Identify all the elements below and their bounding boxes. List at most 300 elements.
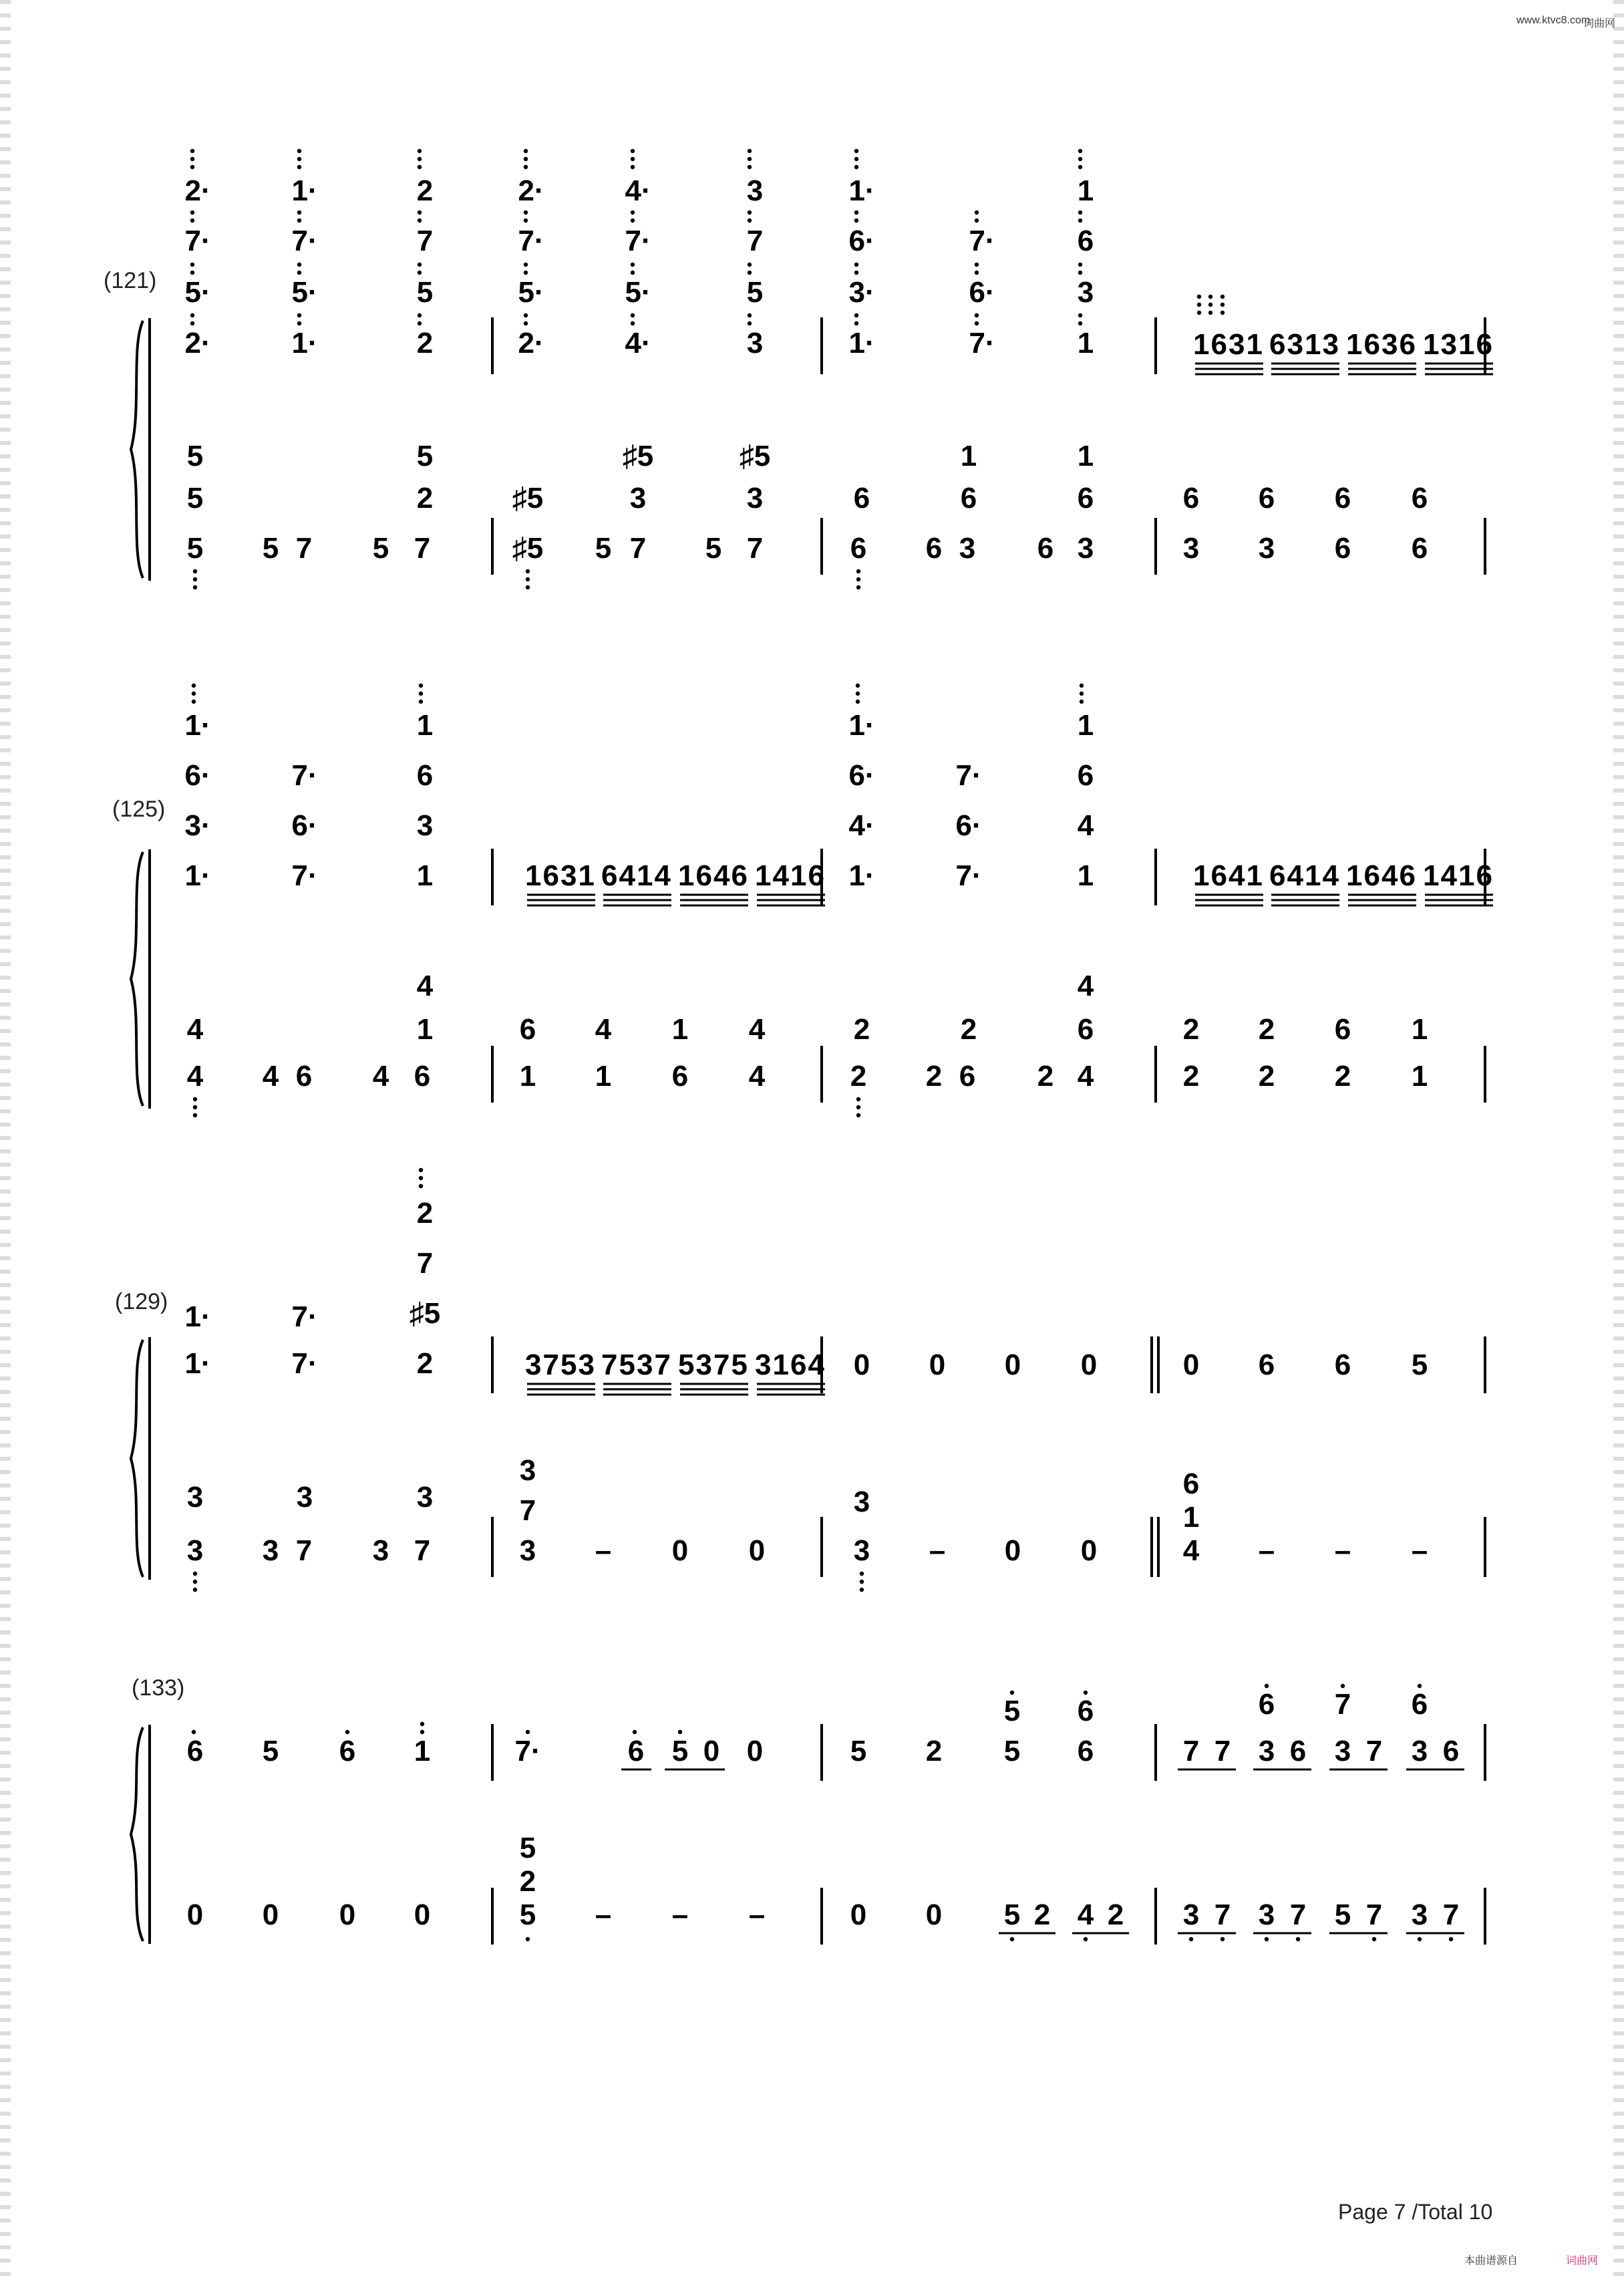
bass-note: 5: [372, 532, 389, 565]
chord-note: 2·: [518, 174, 544, 207]
bass-note: –: [595, 1898, 612, 1931]
chord-note: 2·: [184, 174, 211, 207]
octave-dot: [1265, 1684, 1269, 1688]
chord-note: 5: [746, 276, 764, 309]
melody-note: 2: [416, 327, 434, 360]
octave-dot: [419, 684, 423, 688]
bass-chord-note: 2: [853, 1013, 870, 1046]
melody-note: 3: [1258, 1735, 1275, 1767]
bass-chord-note: 2: [416, 482, 434, 515]
bass-note: 7: [746, 532, 764, 565]
octave-dot: [1080, 700, 1084, 704]
octave-dot: [524, 210, 528, 215]
bass-note: 2: [1258, 1060, 1275, 1093]
bass-note: 0: [850, 1898, 867, 1931]
chord-note: 5·: [518, 276, 544, 309]
octave-dot: [631, 313, 635, 317]
bass-note: 0: [671, 1534, 689, 1567]
melody-note: 1: [1077, 859, 1094, 892]
chord-note: 1: [416, 709, 434, 742]
octave-dot: [748, 157, 752, 161]
melody-note: 7·: [955, 859, 982, 892]
bass-note: 7: [295, 532, 313, 565]
bass-chord-note: ♯5: [739, 440, 771, 472]
bass-note: 6: [925, 532, 943, 565]
octave-dot: [297, 210, 301, 215]
melody-note: 2: [925, 1735, 943, 1767]
bass-note: 1: [519, 1060, 536, 1093]
octave-dot: [1265, 1937, 1269, 1941]
melody-note: 6: [1442, 1735, 1460, 1767]
octave-dot: [748, 219, 752, 223]
melody-note: 3: [1411, 1735, 1428, 1767]
octave-dot: [297, 271, 301, 275]
bass-note: 3: [1182, 532, 1200, 565]
bass-note: 7: [1214, 1898, 1231, 1931]
bass-note: 3: [372, 1534, 389, 1567]
bass-chord-note: 2: [519, 1865, 536, 1898]
bass-note: –: [1334, 1534, 1351, 1567]
bass-chord-note: 3: [853, 1485, 870, 1518]
octave-dot: [631, 157, 635, 161]
octave-dot: [193, 585, 197, 589]
bass-note: 3: [519, 1534, 536, 1567]
melody-note: 1: [416, 859, 434, 892]
chord-note: 6·: [184, 759, 211, 792]
melody-note: 0: [746, 1735, 764, 1767]
chord-note: 4·: [625, 174, 651, 207]
octave-dot: [1197, 303, 1201, 307]
chord-note: 7·: [291, 225, 318, 257]
bass-note: –: [671, 1898, 689, 1931]
octave-dot: [975, 313, 979, 317]
octave-dot: [190, 321, 194, 325]
octave-dot: [193, 577, 197, 581]
bass-note: 3: [186, 1534, 204, 1567]
bass-note: 0: [262, 1898, 279, 1931]
octave-dot: [418, 157, 422, 161]
octave-dot: [856, 585, 860, 589]
melody-note: 7·: [291, 1347, 318, 1380]
octave-dot: [297, 157, 301, 161]
bass-chord-note: 5: [416, 440, 434, 472]
octave-dot: [748, 313, 752, 317]
octave-dot: [526, 577, 530, 581]
sixteenth-run: 1636: [1346, 328, 1417, 361]
octave-dot: [1208, 295, 1212, 299]
chord-note: 6·: [955, 809, 982, 842]
sixteenth-run: 1316: [1423, 328, 1494, 361]
chord-note: 7: [746, 225, 764, 257]
sixteenth-run: 7537: [601, 1348, 672, 1381]
octave-dot: [418, 210, 422, 215]
bass-note: 4: [1182, 1534, 1200, 1567]
bass-chord-note: 6: [1411, 482, 1428, 515]
chord-note: 7·: [625, 225, 651, 257]
bass-note: 5: [1003, 1898, 1021, 1931]
melody-note: 2·: [184, 327, 211, 360]
system-brace: [131, 1727, 143, 1941]
bass-note: 6: [959, 1060, 976, 1093]
bass-chord-note: 5: [186, 482, 204, 515]
bass-chord-note: 2: [1182, 1013, 1200, 1046]
octave-dot: [856, 1105, 860, 1109]
octave-dot: [524, 321, 528, 325]
measure-label-125: (125): [112, 797, 166, 822]
bass-note: 2: [1033, 1898, 1051, 1931]
octave-dot: [1449, 1937, 1453, 1941]
bass-note: 0: [186, 1898, 204, 1931]
bass-chord-note: 2: [1258, 1013, 1275, 1046]
chord-note: 6: [416, 759, 434, 792]
octave-dot: [524, 271, 528, 275]
chord-note: 1: [1077, 174, 1094, 207]
melody-note: 5: [671, 1735, 689, 1767]
bass-chord-note: 2: [960, 1013, 977, 1046]
bass-note: –: [929, 1534, 946, 1567]
bass-chord-note: 7: [519, 1494, 536, 1527]
octave-dot: [190, 149, 194, 153]
chord-note: 5·: [625, 276, 651, 309]
chord-note: 3: [1077, 276, 1094, 309]
octave-dot: [633, 1730, 637, 1734]
bass-chord-note: 6: [1258, 482, 1275, 515]
bass-note: 3: [959, 532, 976, 565]
octave-dot: [193, 1097, 197, 1101]
bass-chord-note: ♯5: [622, 440, 654, 472]
octave-dot: [418, 219, 422, 223]
sixteenth-run: 1416: [755, 859, 826, 892]
bass-chord-note: 6: [1077, 1013, 1094, 1046]
octave-dot: [419, 1168, 423, 1172]
chord-note: 1: [1077, 709, 1094, 742]
chord-note: 1·: [184, 709, 211, 742]
bass-note: 3: [1258, 1898, 1275, 1931]
bass-note: 2: [850, 1060, 867, 1093]
chord-note: 4: [1077, 809, 1094, 842]
bass-note: 0: [925, 1898, 943, 1931]
bass-chord-note: 3: [296, 1481, 313, 1514]
bass-note: 5: [262, 532, 279, 565]
sixteenth-run: 6414: [601, 859, 672, 892]
octave-dot: [1197, 311, 1201, 315]
bass-chord-note: 6: [1182, 482, 1200, 515]
octave-dot: [297, 263, 301, 267]
octave-dot: [193, 1588, 197, 1592]
chord-note: 6·: [848, 225, 875, 257]
rest: 0: [929, 1348, 946, 1381]
system-brace: [131, 321, 143, 578]
sixteenth-run: 5375: [678, 1348, 749, 1381]
octave-dot: [854, 313, 858, 317]
bass-note: 5: [1334, 1898, 1351, 1931]
octave-dot: [526, 1730, 530, 1734]
header-site-name: 词曲网: [1583, 18, 1616, 29]
footer-source-note: 本曲谱源自: [1464, 2255, 1518, 2267]
chord-note: 3: [416, 809, 434, 842]
octave-dot: [856, 1097, 860, 1101]
bass-note: 6: [1037, 532, 1054, 565]
melody-note: 7·: [291, 1300, 318, 1333]
rest: 0: [1080, 1348, 1098, 1381]
octave-dot: [1208, 311, 1212, 315]
octave-dot: [418, 263, 422, 267]
bass-note: –: [748, 1898, 766, 1931]
octave-dot: [631, 210, 635, 215]
octave-dot: [193, 1580, 197, 1584]
page-number: Page 7 /Total 10: [1338, 2200, 1493, 2224]
melody-note: 5: [262, 1735, 279, 1767]
bass-note: –: [1258, 1534, 1275, 1567]
bass-note: –: [595, 1534, 612, 1567]
bass-chord-note: 3: [746, 482, 764, 515]
bass-note: 3: [1182, 1898, 1200, 1931]
octave-dot: [526, 569, 530, 573]
sixteenth-run: 6414: [1269, 859, 1340, 892]
chord-note: 1·: [848, 174, 875, 207]
octave-dot: [526, 585, 530, 589]
octave-dot: [418, 271, 422, 275]
octave-dot: [975, 321, 979, 325]
melody-note: 6: [627, 1735, 645, 1767]
pickup-note: 0: [1182, 1348, 1200, 1381]
octave-dot: [190, 157, 194, 161]
bass-note: 3: [853, 1534, 870, 1567]
bass-note: 4: [748, 1060, 766, 1093]
chord-note: 6·: [969, 276, 995, 309]
octave-dot: [419, 1184, 423, 1188]
octave-dot: [524, 165, 528, 169]
octave-dot: [748, 149, 752, 153]
octave-dot: [193, 1105, 197, 1109]
octave-dot: [190, 210, 194, 215]
pickup-note: 6: [1334, 1348, 1351, 1381]
sixteenth-run: 1646: [1346, 859, 1417, 892]
bass-note: 5: [186, 532, 204, 565]
melody-note: 3: [1334, 1735, 1351, 1767]
sixteenth-run: 6313: [1269, 328, 1340, 361]
bass-note: 3: [1258, 532, 1275, 565]
melody-note: 2·: [518, 327, 544, 360]
melody-note: 6: [1289, 1735, 1307, 1767]
bass-chord-note: 1: [1182, 1501, 1200, 1534]
octave-dot: [418, 165, 422, 169]
octave-dot: [524, 157, 528, 161]
chord-note: 7: [416, 1247, 434, 1280]
chord-note: 3·: [184, 809, 211, 842]
melody-note: 7·: [514, 1735, 541, 1767]
octave-dot: [856, 569, 860, 573]
octave-dot: [854, 263, 858, 267]
octave-dot: [297, 321, 301, 325]
bass-note: 7: [1289, 1898, 1307, 1931]
melody-note: 1·: [848, 859, 875, 892]
bass-note: 7: [414, 1534, 431, 1567]
melody-note: 1: [1077, 327, 1094, 360]
bass-note: 7: [414, 532, 431, 565]
bass-chord-note: 6: [1334, 482, 1351, 515]
octave-dot: [1197, 295, 1201, 299]
octave-dot: [854, 271, 858, 275]
octave-dot: [1221, 1937, 1225, 1941]
melody-note: 1·: [184, 859, 211, 892]
bass-note: 4: [1077, 1060, 1094, 1093]
bass-note: 0: [1004, 1534, 1021, 1567]
octave-dot: [1208, 303, 1212, 307]
bass-note: 2: [1182, 1060, 1200, 1093]
melody-note: 4·: [625, 327, 651, 360]
octave-dot: [854, 149, 858, 153]
octave-dot: [854, 321, 858, 325]
octave-dot: [190, 313, 194, 317]
bass-note: 3: [1411, 1898, 1428, 1931]
chord-note: 7·: [518, 225, 544, 257]
octave-dot: [190, 263, 194, 267]
octave-dot: [975, 271, 979, 275]
octave-dot: [418, 149, 422, 153]
chord-note: 5·: [291, 276, 318, 309]
octave-dot: [1189, 1937, 1193, 1941]
measure-label-133: (133): [132, 1675, 185, 1701]
octave-dot: [860, 1580, 864, 1584]
bass-chord-note: 3: [629, 482, 647, 515]
melody-note: 0: [703, 1735, 720, 1767]
melody-note: 2: [416, 1347, 434, 1380]
octave-dot: [1078, 210, 1082, 215]
octave-dot: [854, 165, 858, 169]
octave-dot: [748, 321, 752, 325]
octave-dot: [1372, 1937, 1376, 1941]
melody-note: 1·: [291, 327, 318, 360]
bass-note: ♯5: [512, 532, 544, 565]
melody-note: 3: [746, 327, 764, 360]
octave-dot: [1080, 684, 1084, 688]
bass-chord-note: 6: [1182, 1467, 1200, 1500]
bass-note: 5: [705, 532, 722, 565]
octave-dot: [420, 1722, 424, 1726]
chord-note: 6: [1077, 225, 1094, 257]
pickup-note: 6: [1258, 1348, 1275, 1381]
system-brace: [131, 1340, 143, 1577]
bass-chord-note: 5: [519, 1832, 536, 1864]
octave-dot: [193, 1572, 197, 1576]
melody-note: 1·: [848, 327, 875, 360]
chord-note: 1·: [291, 174, 318, 207]
bass-note: 3: [262, 1534, 279, 1567]
octave-dot: [854, 210, 858, 215]
sixteenth-run: 1631: [1193, 328, 1264, 361]
octave-dot: [1010, 1691, 1014, 1695]
bass-note: 6: [671, 1060, 689, 1093]
bass-note: 5: [595, 532, 612, 565]
octave-dot: [631, 149, 635, 153]
octave-dot: [856, 700, 860, 704]
octave-dot: [192, 684, 196, 688]
melody-note: 7: [1365, 1735, 1383, 1767]
bass-note: 6: [295, 1060, 313, 1093]
octave-dot: [418, 321, 422, 325]
chord-note: 4·: [848, 809, 875, 842]
melody-note: 5: [1003, 1735, 1021, 1767]
bass-chord-note: 1: [1411, 1013, 1428, 1046]
sixteenth-run: 1646: [678, 859, 749, 892]
bass-note: 7: [629, 532, 647, 565]
octave-dot: [975, 219, 979, 223]
system-brace: [131, 852, 143, 1106]
octave-dot: [192, 1730, 196, 1734]
octave-dot: [856, 577, 860, 581]
octave-dot: [524, 263, 528, 267]
chord-note: 5: [416, 276, 434, 309]
octave-dot: [678, 1730, 682, 1734]
sixteenth-run: 1631: [525, 859, 596, 892]
measure-label-121: (121): [104, 268, 157, 293]
octave-dot: [1084, 1691, 1088, 1695]
chord-note: 6: [1077, 1695, 1094, 1727]
octave-dot: [975, 263, 979, 267]
bass-note: 2: [1107, 1898, 1124, 1931]
octave-dot: [1084, 1937, 1088, 1941]
octave-dot: [1078, 271, 1082, 275]
bass-note: 7: [1442, 1898, 1460, 1931]
octave-dot: [854, 157, 858, 161]
sixteenth-run: 1641: [1193, 859, 1264, 892]
octave-dot: [190, 271, 194, 275]
octave-dot: [192, 700, 196, 704]
chord-note: 5: [1003, 1695, 1021, 1727]
octave-dot: [1418, 1684, 1422, 1688]
octave-dot: [1078, 219, 1082, 223]
octave-dot: [631, 219, 635, 223]
bass-chord-note: 4: [595, 1013, 612, 1046]
octave-dot: [631, 165, 635, 169]
rest: 0: [853, 1348, 870, 1381]
bass-chord-note: 4: [1077, 970, 1094, 1002]
octave-dot: [297, 165, 301, 169]
octave-dot: [420, 1730, 424, 1734]
bass-note: 4: [372, 1060, 389, 1093]
melody-note: 1: [414, 1735, 431, 1767]
octave-dot: [297, 149, 301, 153]
octave-dot: [524, 313, 528, 317]
bass-chord-note: 3: [416, 1481, 434, 1514]
bass-chord-note: 4: [416, 970, 434, 1002]
bass-chord-note: 6: [1334, 1013, 1351, 1046]
bass-chord-note: 4: [186, 1013, 204, 1046]
octave-dot: [1221, 311, 1225, 315]
bass-note: 6: [1334, 532, 1351, 565]
sixteenth-run: 1416: [1423, 859, 1494, 892]
octave-dot: [1078, 165, 1082, 169]
bass-note: 6: [414, 1060, 431, 1093]
melody-note: 7: [1182, 1735, 1200, 1767]
octave-dot: [419, 700, 423, 704]
melody-note: 1·: [184, 1300, 211, 1333]
bass-chord-note: 1: [1077, 440, 1094, 472]
chord-note: 6: [1411, 1688, 1428, 1721]
chord-note: 6: [1077, 759, 1094, 792]
bass-note: 0: [1080, 1534, 1098, 1567]
chord-note: 7·: [291, 759, 318, 792]
chord-note: 5·: [184, 276, 211, 309]
chord-note: 6·: [848, 759, 875, 792]
bass-note: –: [1411, 1534, 1428, 1567]
octave-dot: [856, 692, 860, 696]
pickup-note: 5: [1411, 1348, 1428, 1381]
bass-note: 2: [1037, 1060, 1054, 1093]
bass-note: 6: [1411, 532, 1428, 565]
bass-chord-note: 5: [186, 440, 204, 472]
